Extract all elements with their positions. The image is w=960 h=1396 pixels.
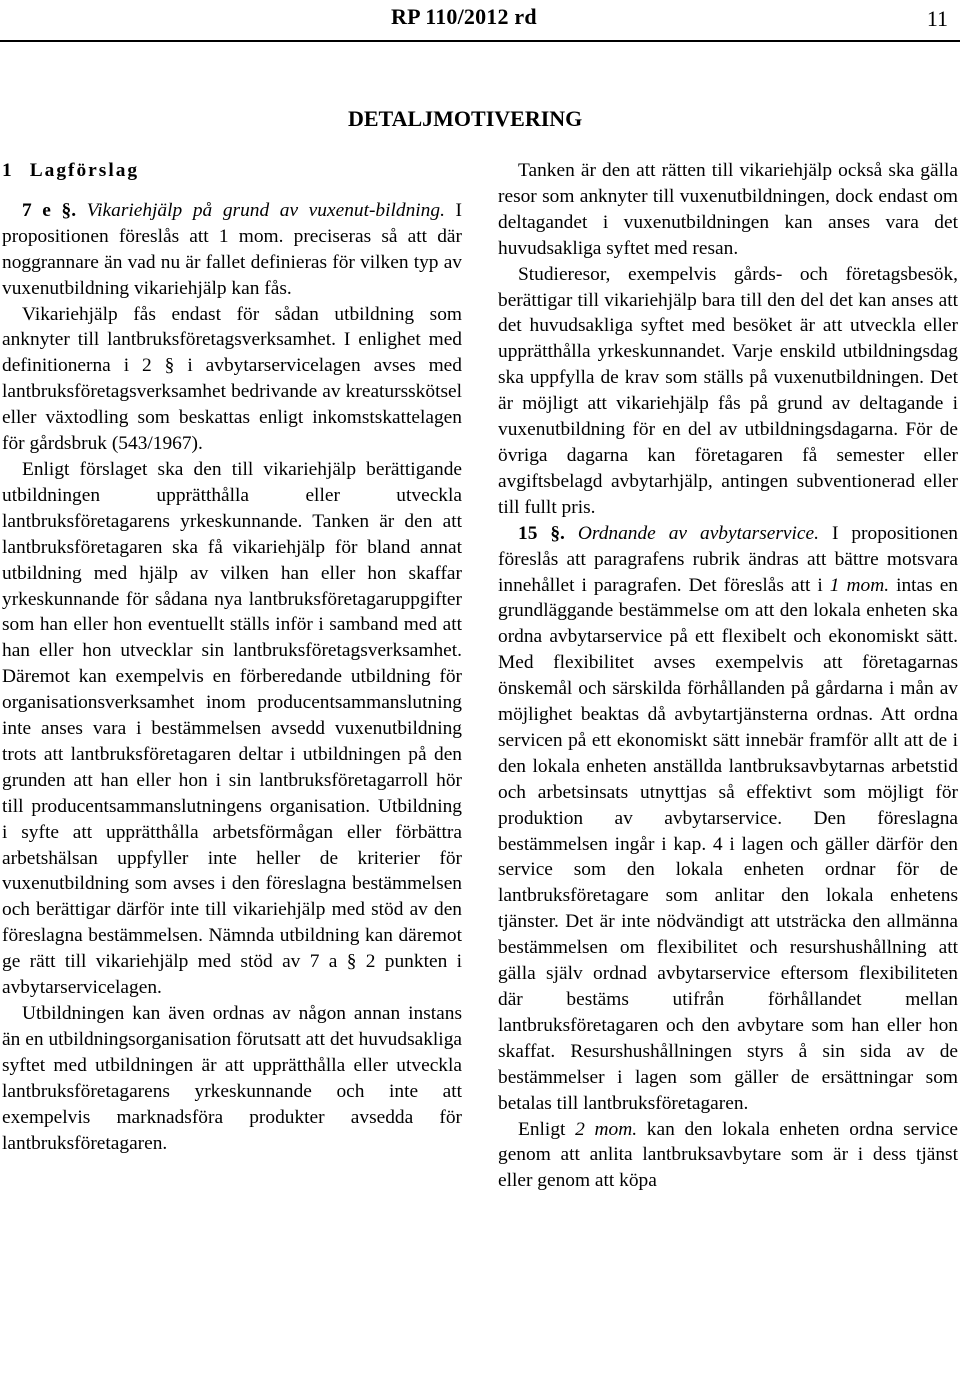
section-number: 7 e xyxy=(22,199,51,221)
right-column xyxy=(498,158,958,1194)
paragraph-15 xyxy=(498,521,958,1117)
paragraph: Utbildningen kan även ordnas av någon annan instans än en utbildningsorganisation förutsatt att det huvudsakliga syftet med utbildningen är att upprätthålla eller utveckla lantbruksföretagarens yrkeskunnande och inte att exempelvis marknadsföra produkter avsedda för lantbruksföretagaren. xyxy=(2,1003,462,1154)
paragraph: Tanken är den att rätten till vikariehjälp också ska gälla resor som anknyter till vuxenutbildningen, dock endast om deltagandet i vuxenutbildningen kan anses vara det huvudsakliga syftet med resan. xyxy=(498,160,958,259)
mom-reference: 1 mom. xyxy=(829,574,890,596)
section-number: 15 xyxy=(518,522,538,544)
page-header xyxy=(0,0,960,40)
page-number: 11 xyxy=(926,6,948,31)
document-id: RP 110/2012 rd xyxy=(391,4,537,29)
section-title: DETALJMOTIVERING xyxy=(348,106,583,131)
paragraph: Enligt förslaget ska den till vikariehjälp berättigande utbildningen upprätthålla eller utveckla lantbruksföretagarens yrkeskunnande. Tanken är den att lantbruksföretagaren ska få vikariehjälp för bland annat utbildning med hjälp av vilken han eller hon skaffar yrkeskunnande för sådana nya lantbruksföretagaruppgifter som han eller hon eventuellt ställs inför i samband med att han eller hon utvecklar sin lantbruksföretagsverksamhet. Däremot kan exempelvis en förberedande utbildning för organisationsverksamhet inom producentsammanslutning inte anses vara i bestämmelsen avsedd vuxenutbildning trots att lantbruksföretagaren deltar i utbildningen på den grunden att han eller hon i sin lantbruksföretagarroll hör till producentsammanslutningens organisation. Utbildning i syfte att upprätthålla arbetsförmågan eller förbättra arbetshälsan uppfyller inte heller de kriterier för vuxenutbildning som avses i den föreslagna bestämmelsen och berättigar därför inte till vikariehjälp med stöd av den föreslagna bestämmelsen. Nämnda utbildning kan däremot ge rätt till vikariehjälp med stöd av 7 a § 2 punkten i avbytarservicelagen. xyxy=(2,458,462,999)
mom-reference: 2 mom. xyxy=(575,1118,638,1140)
heading-lagforslag xyxy=(2,158,462,184)
header-rule xyxy=(0,40,960,42)
paragraph: Vikariehjälp fås endast för sådan utbildning som anknyter till lantbruksföretagsverksamhet. I enlighet med definitionerna i 2 § i avbytarservicelagen avses med lantbruksföretagsverksamhet bedrivande av kreatursskötsel eller växtodling som beskattas enligt inkomstskattelagen för gårdsbruk (543/1967). xyxy=(2,303,462,455)
section-heading: Vikariehjälp på grund av vuxenut-bildning. xyxy=(86,199,445,221)
section-sign: §. xyxy=(61,199,77,221)
heading-number: 1 xyxy=(2,160,12,181)
section-text: Enligt xyxy=(518,1118,576,1140)
heading-label: Lagförslag xyxy=(29,160,140,181)
paragraph-7e xyxy=(2,198,462,302)
section-text: I propositionen föreslås att 1 mom. preciseras så att där noggrannare än vad nu är fallet definieras för vilken typ av vuxenutbildning vikariehjälp kan fås. xyxy=(2,199,462,299)
paragraph: Studieresor, exempelvis gårds- och företagsbesök, berättigar till vikariehjälp bara till den del det kan anses att det huvudsakliga syftet med besöket är att utveckla eller upprätthålla yrkeskunnandet. Varje enskild utbildningsdag ska uppfylla de krav som ställs på vuxenutbildningen. Det är möjligt att vikariehjälp fås på grund av deltagande i vuxenutbildning för en del av utbildningsdagarna. För de övriga dagarna kan företagaren få semester eller avgiftsbelagd avbytarhjälp, antingen subventionerad eller till fullt pris. xyxy=(498,263,958,518)
section-heading: Ordnande av avbytarservice. xyxy=(577,522,819,544)
section-sign: §. xyxy=(550,522,565,544)
section-text: kan den lokala enheten ordna service genom att anlita lantbruksavbytare som är i dess tjänst eller genom att köpa xyxy=(498,1118,959,1192)
paragraph xyxy=(498,1117,958,1195)
left-column xyxy=(2,158,462,1156)
section-text: intas en grundläggande bestämmelse om att den lokala enheten ska ordna avbytarservice på ett flexibelt och ekonomiskt sätt. Med flexibilitet avses exempelvis att företagarnas önskemål och särskilda förhållanden på gårdarna i mån av möjlighet beaktas då avbytartjänsterna ordnas. Att ordna servicen på ett ekonomiskt sätt innebär framför allt att de i den lokala enheten anställda lantbruksavbytarnas arbetstid och arbetsinsats utnyttjas så effektivt som möjligt för produktion av avbytarservice. Den föreslagna bestämmelsen ingår i kap. 4 i lagen och gäller därför den service som den lokala enheten ordnar för de lantbruksföretagare som anlitar den lokala enhetens tjänster. Det är inte nödvändigt att utsträcka den allmänna bestämmelsen om flexibilitet och resurshushållning att gälla själv ordnad avbytarservice eftersom flexibiliteten där bestäms utifrån förhållandet mellan lantbruksföretagaren och den avbytare som han eller hon skaffat. Resurshushållningen styrs å sin sida av de bestämmelser i lagen som gäller de ersättningar som betalas till lantbruksföretagaren. xyxy=(498,574,959,1114)
section-text: I propositionen föreslås att paragrafens rubrik ändras att bättre motsvara innehållet i paragrafen. Det föreslås att i xyxy=(498,522,958,596)
